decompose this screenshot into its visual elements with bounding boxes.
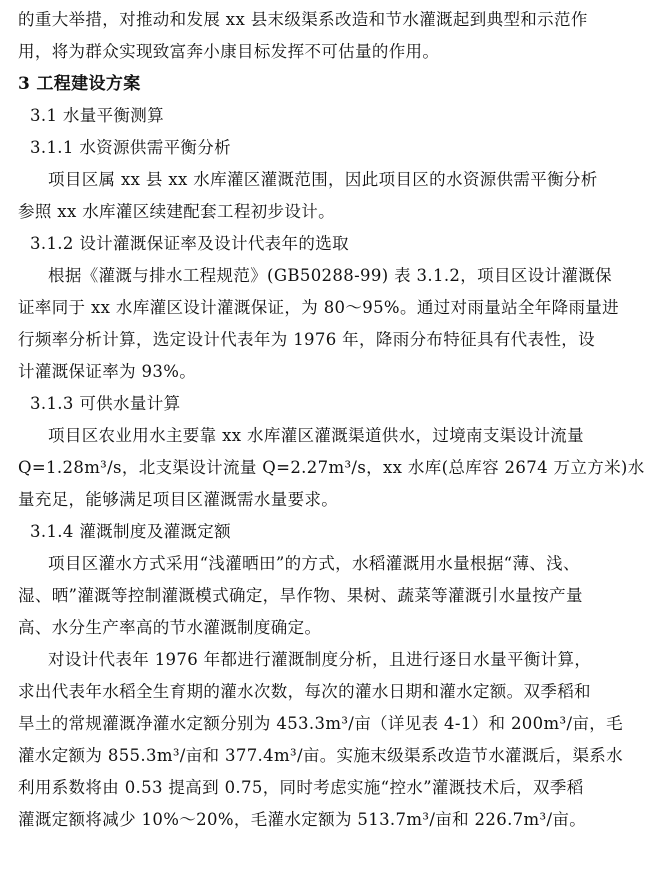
text-line: 湿、晒”灌溉等控制灌溉模式确定，旱作物、果树、蔬菜等灌溉引水量按产量 [18, 586, 583, 605]
text-line: 的重大举措，对推动和发展 xx 县末级渠系改造和节水灌溉起到典型和示范作 [18, 10, 588, 29]
text-line: 行频率分析计算，选定设计代表年为 1976 年，降雨分布特征具有代表性，设 [18, 330, 595, 349]
subsection-heading: 3.1.1 水资源供需平衡分析 [30, 138, 231, 157]
text-line: 项目区农业用水主要靠 xx 水库灌区灌溉渠道供水，过境南支渠设计流量 [48, 426, 585, 445]
text-line: 量充足，能够满足项目区灌溉需水量要求。 [18, 490, 339, 509]
text-line: 利用系数将由 0.53 提高到 0.75，同时考虑实施“控水”灌溉技术后，双季稻 [18, 778, 584, 797]
section-heading: 3 工程建设方案 [18, 74, 141, 94]
text-line: Q=1.28m³/s，北支渠设计流量 Q=2.27m³/s，xx 水库(总库容 2674 万立方米)水 [18, 458, 645, 477]
subsection-heading: 3.1 水量平衡测算 [30, 106, 164, 125]
text-line: 计灌溉保证率为 93%。 [18, 362, 197, 381]
text-line: 用，将为群众实现致富奔小康目标发挥不可估量的作用。 [18, 42, 440, 61]
text-line: 旱土的常规灌溉净灌水定额分别为 453.3m³/亩（详见表 4-1）和 200m³/亩，毛 [18, 714, 623, 733]
subsection-heading: 3.1.2 设计灌溉保证率及设计代表年的选取 [30, 234, 349, 253]
text-line: 根据《灌溉与排水工程规范》(GB50288-99) 表 3.1.2，项目区设计灌溉保 [48, 266, 612, 285]
text-line: 证率同于 xx 水库灌区设计灌溉保证，为 80～95%。通过对雨量站全年降雨量进 [18, 298, 620, 317]
text-line: 参照 xx 水库灌区续建配套工程初步设计。 [18, 202, 335, 221]
subsection-heading: 3.1.4 灌溉制度及灌溉定额 [30, 522, 231, 541]
text-line: 高、水分生产率高的节水灌溉制度确定。 [18, 618, 322, 637]
text-line: 求出代表年水稻全生育期的灌水次数，每次的灌水日期和灌水定额。双季稻和 [18, 682, 591, 701]
text-line: 项目区灌水方式采用“浅灌晒田”的方式，水稻灌溉用水量根据“薄、浅、 [48, 554, 580, 573]
subsection-heading: 3.1.3 可供水量计算 [30, 394, 181, 413]
text-line: 项目区属 xx 县 xx 水库灌区灌溉范围，因此项目区的水资源供需平衡分析 [48, 170, 598, 189]
text-line: 灌水定额为 855.3m³/亩和 377.4m³/亩。实施末级渠系改造节水灌溉后，渠系水 [18, 746, 624, 765]
text-line: 对设计代表年 1976 年都进行灌溉制度分析，且进行逐日水量平衡计算， [48, 650, 592, 669]
text-line: 灌溉定额将减少 10%～20%，毛灌水定额为 513.7m³/亩和 226.7m³/亩。 [18, 810, 587, 829]
